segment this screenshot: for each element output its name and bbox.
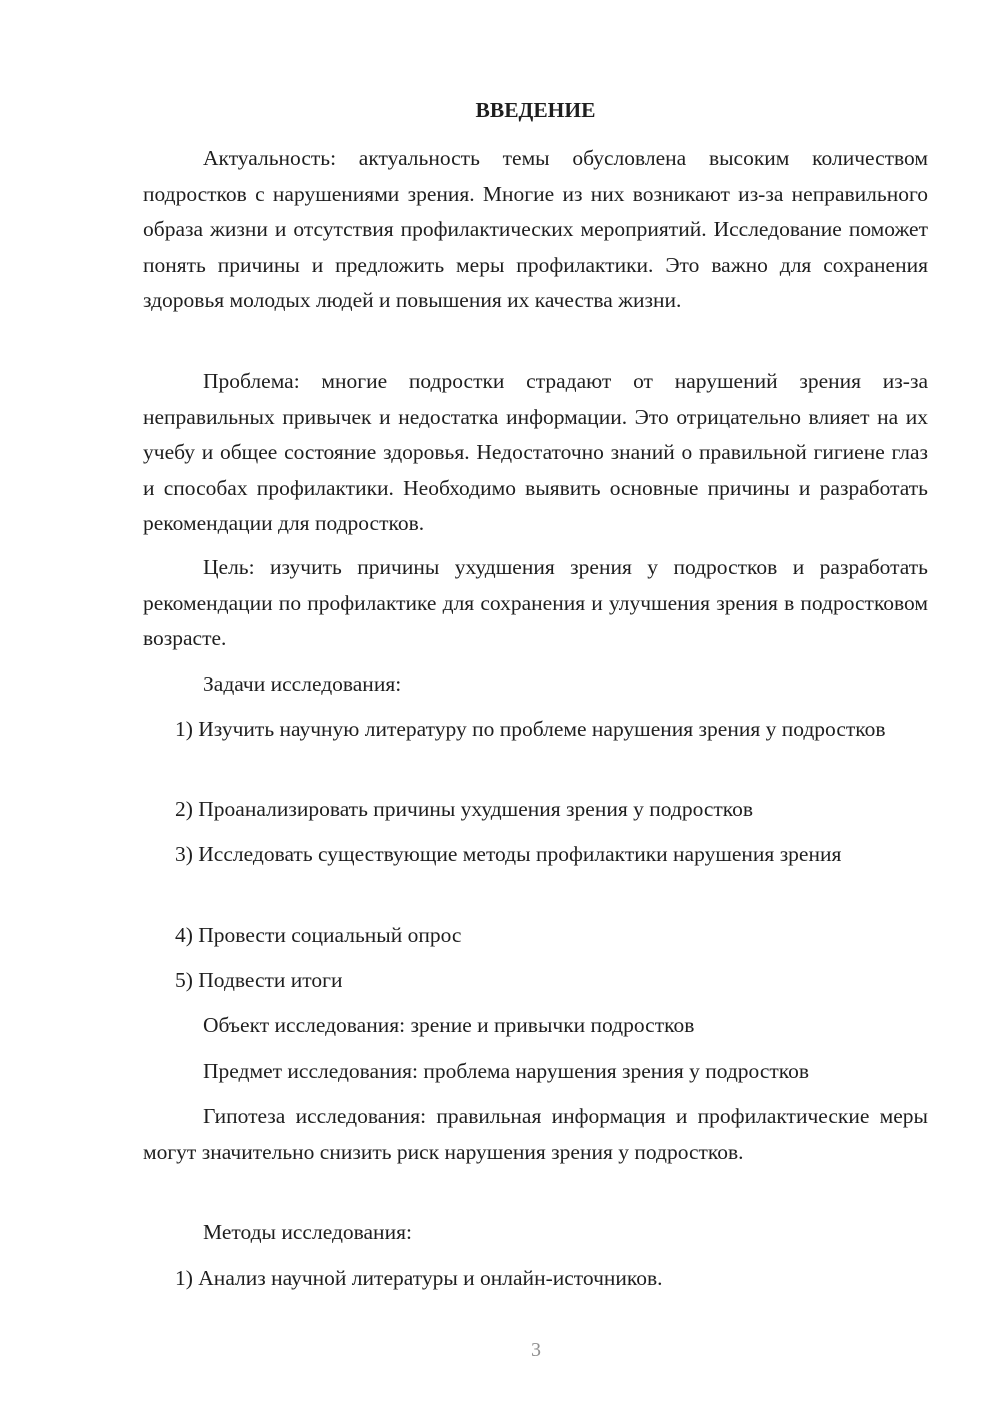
hypothesis-paragraph: Гипотеза исследования: правильная информация и профилактические меры могут значительно снизить риск нарушения зрения у подростков.	[143, 1104, 928, 1164]
page-number: 3	[531, 1339, 541, 1361]
object-line: Объект исследования: зрение и привычки подростков	[203, 1013, 695, 1037]
task-item-3: 3) Исследовать существующие методы профилактики нарушения зрения	[175, 842, 842, 866]
task-item-4: 4) Провести социальный опрос	[175, 923, 462, 947]
methods-heading: Методы исследования:	[203, 1220, 412, 1244]
subject-line: Предмет исследования: проблема нарушения зрения у подростков	[203, 1059, 810, 1083]
method-item-1: 1) Анализ научной литературы и онлайн-источников.	[175, 1266, 663, 1290]
task-item-5: 5) Подвести итоги	[175, 968, 343, 992]
task-item-1: 1) Изучить научную литературу по проблеме нарушения зрения у подростков	[175, 717, 886, 741]
relevance-paragraph: Актуальность: актуальность темы обусловлена высоким количеством подростков с нарушениями зрения. Многие из них возникают из-за неправильного образа жизни и отсутствия профилактических мероприятий. Исследование поможет понять причины и предложить меры профилактики. Это важно для сохранения здоровья молодых людей и повышения их качества жизни.	[143, 146, 928, 312]
page-title: ВВЕДЕНИЕ	[475, 98, 596, 122]
tasks-heading: Задачи исследования:	[203, 672, 402, 696]
problem-paragraph: Проблема: многие подростки страдают от нарушений зрения из-за неправильных привычек и недостатка информации. Это отрицательно влияет на их учебу и общее состояние здоровья. Недостаточно знаний о правильной гигиене глаз и способах профилактики. Необходимо выявить основные причины и разработать рекомендации для подростков.	[143, 369, 928, 535]
goal-paragraph: Цель: изучить причины ухудшения зрения у подростков и разработать рекомендации по профилактике для сохранения и улучшения зрения в подростковом возрасте.	[143, 555, 928, 650]
task-item-2: 2) Проанализировать причины ухудшения зрения у подростков	[175, 797, 754, 821]
